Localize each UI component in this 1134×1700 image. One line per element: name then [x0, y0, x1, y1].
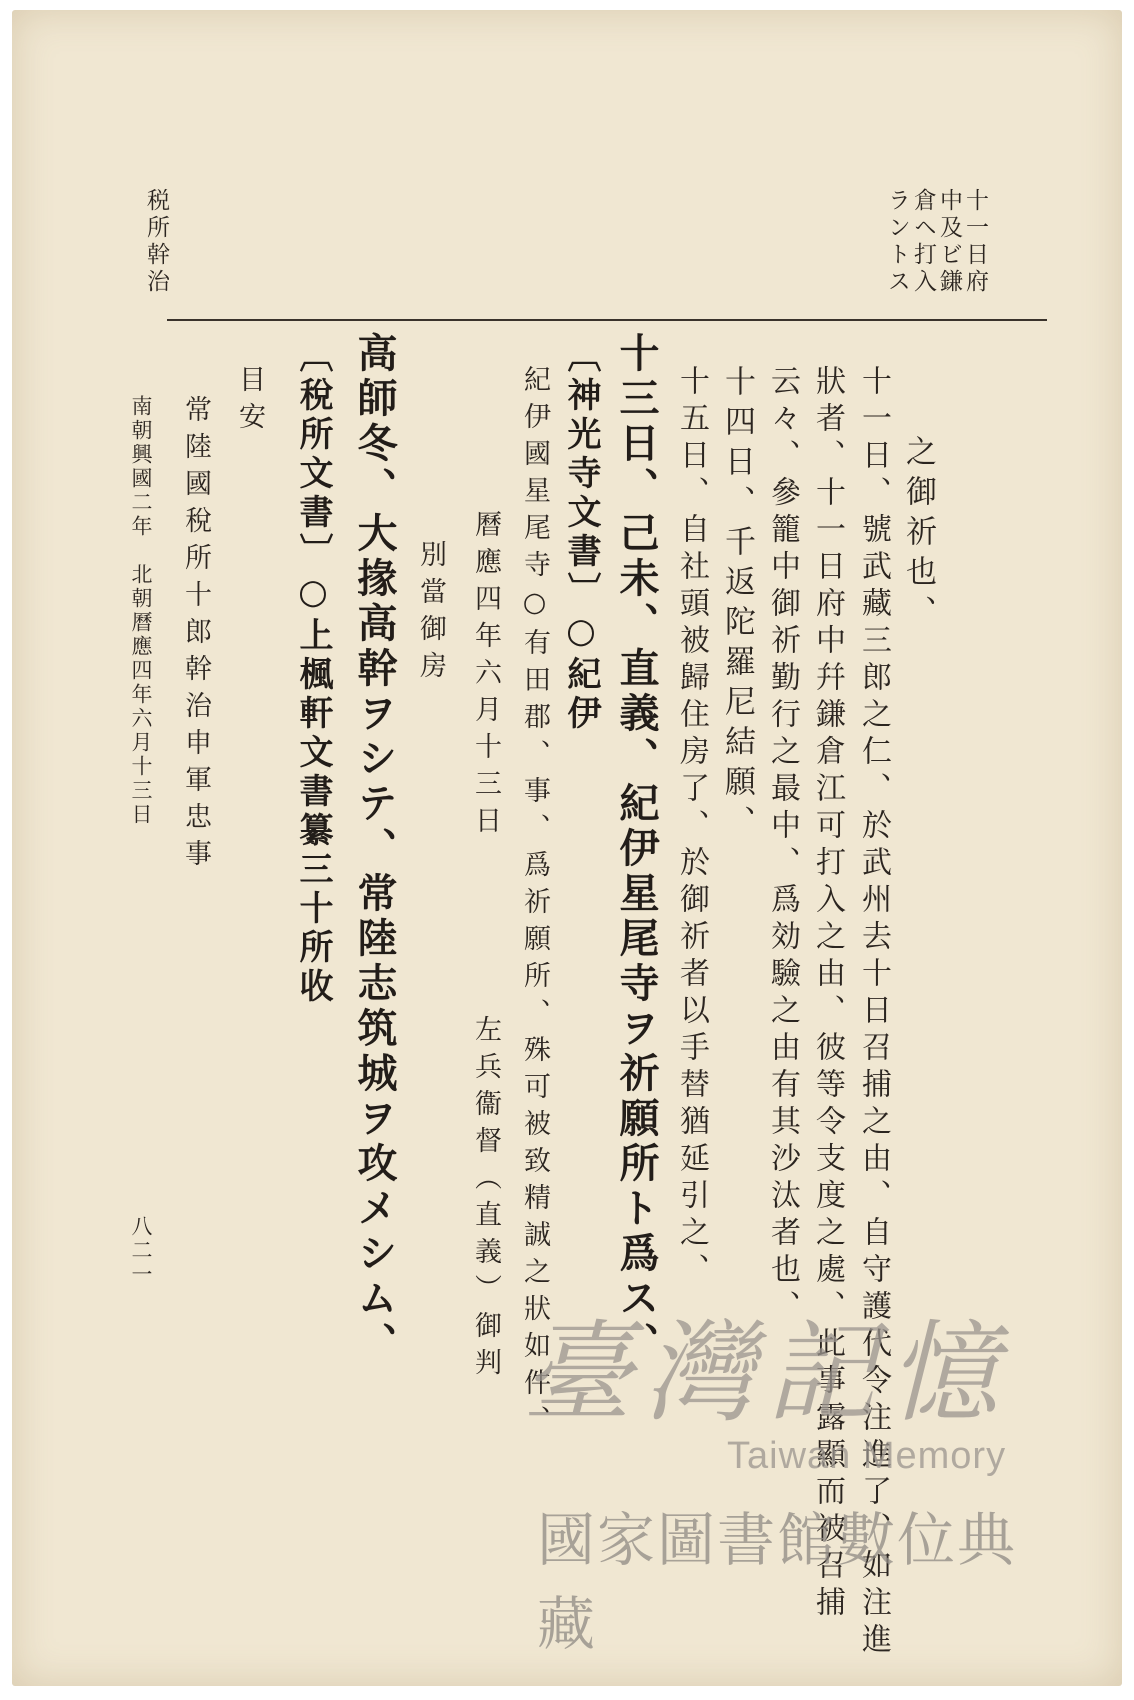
- margin-note-right-4: ラントス: [884, 188, 910, 296]
- source-title-2: 〔稅所文書〕○上楓軒文書纂三十所收: [293, 338, 333, 1007]
- watermark-chinese: 國家圖書館數位典藏: [537, 1506, 1018, 1658]
- margin-note-left: 税所幹治: [143, 188, 169, 296]
- text-column-6: 十五日、自社頭被歸住房了、於御祈者以手替猶延引之、: [674, 365, 709, 1290]
- text-column-5: 十四日、千返陀羅尼結願、: [719, 365, 755, 845]
- source-title-1: 〔神光寺文書〕○紀伊: [561, 338, 601, 734]
- library-watermark: [512, 1285, 1072, 1658]
- text-column-9: 常陸國稅所十郎幹治申軍忠事: [180, 395, 211, 876]
- text-column-2: 十一日、號武藏三郎之仁、於武州去十日召捕之由、自守護代令注進了、如注進: [856, 365, 891, 1660]
- heading-column-2: 高師冬、大掾高幹ヲシテ、常陸志筑城ヲ攻メシム、: [351, 332, 398, 1367]
- page-number: 八二一: [129, 1215, 153, 1287]
- addressee-column: 別當御房: [415, 540, 446, 688]
- text-column-7: 紀伊國星尾寺○有田郡、事、爲祈願所、殊可被致精誠之狀如件、: [519, 365, 550, 1442]
- date-column: 曆應四年六月十三日: [470, 510, 501, 843]
- era-note-column: 南朝興國二年 北朝曆應四年六月十三日: [129, 395, 153, 827]
- watermark-title: 臺灣記憶: [522, 1309, 1010, 1437]
- watermark-english: Taiwan Memory: [727, 1435, 1007, 1477]
- signature-column: 左兵衞督（直義）御判: [470, 1015, 501, 1385]
- heading-column-1: 十三日、己未、直義、紀伊星尾寺ヲ祈願所ト爲ス、: [613, 332, 660, 1367]
- paper-sheet: [12, 10, 1122, 1686]
- margin-note-right-3: 倉ヘ打入: [910, 188, 936, 296]
- text-column-8: 目安: [234, 365, 265, 439]
- text-column-1: 之御祈也、: [900, 435, 936, 635]
- header-rule: [167, 319, 1047, 321]
- margin-note-right-2: 中及ビ鎌: [936, 188, 962, 296]
- text-column-3: 狀者、十一日府中幷鎌倉江可打入之由、彼等令支度之處、此事露顯而被召捕: [810, 365, 845, 1623]
- text-column-4: 云々、參籠中御祈勤行之最中、爲効驗之由有其沙汰者也、: [765, 365, 800, 1327]
- margin-note-right-1: 十一日府: [962, 188, 988, 296]
